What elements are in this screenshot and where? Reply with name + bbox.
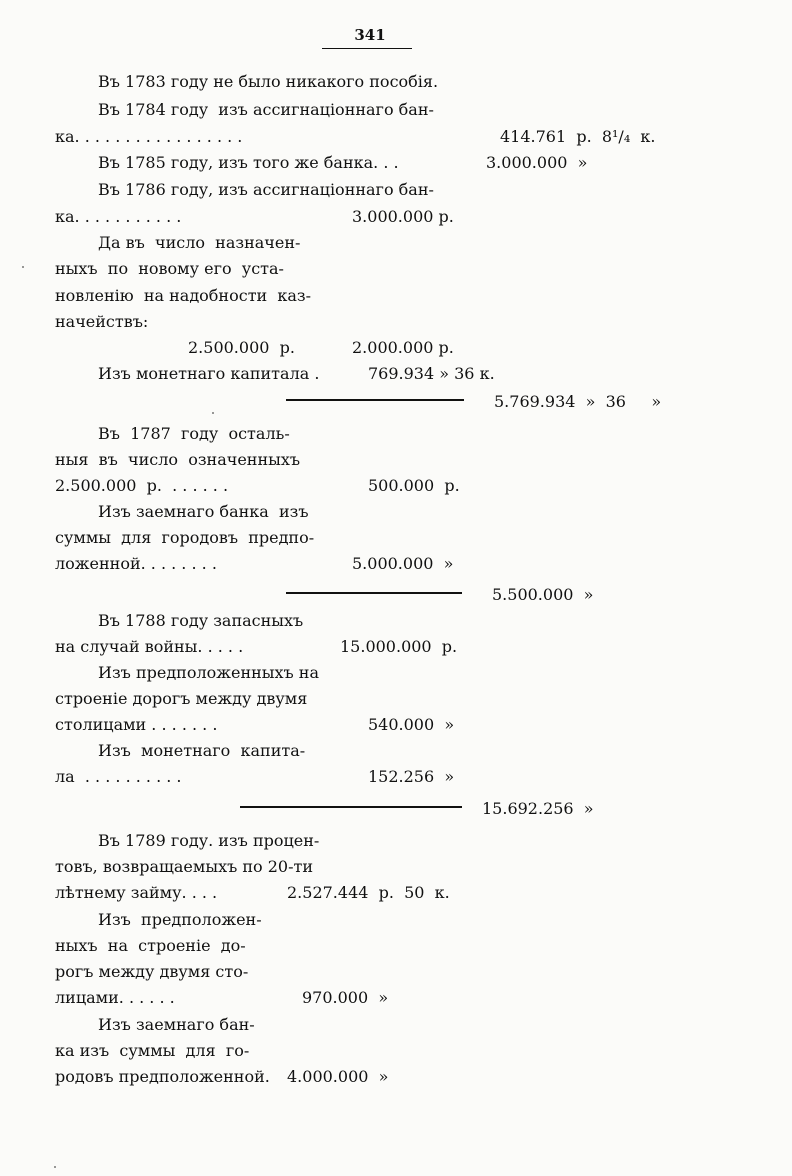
text-line: Въ 1788 году запасныхъ — [98, 611, 304, 630]
text-line: Въ 1787 году осталь- — [98, 424, 290, 443]
amount: 2.000.000 р. — [352, 338, 454, 357]
total-amount: 5.500.000 » — [492, 585, 594, 604]
text-line: Въ 1786 году, изъ ассигнаціоннаго бан- — [98, 180, 434, 199]
text-line: лѣтнему займу. . . . — [55, 883, 218, 902]
text-line: ла . . . . . . . . . . — [55, 767, 182, 786]
amount: 769.934 » 36 к. — [368, 364, 495, 383]
text-line: Да въ число назначен- — [98, 233, 301, 252]
text-line: ныя въ число означенныхъ — [55, 450, 301, 469]
text-line: рогъ между двумя сто- — [55, 962, 249, 981]
text-line: ложенной. . . . . . . . — [55, 554, 217, 573]
text-line: строеніе дорогъ между двумя — [55, 689, 308, 708]
amount: 3.000.000 р. — [352, 207, 454, 226]
amount: 4.000.000 » — [287, 1067, 389, 1086]
text-line: Изъ заемнаго бан- — [98, 1015, 255, 1034]
text-line: на случай войны. . . . . — [55, 637, 244, 656]
text-line: ныхъ по новому его уста- — [55, 259, 284, 278]
text-line: родовъ предположенной. — [55, 1067, 270, 1086]
text-line: Въ 1783 году не было никакого пособія. — [98, 72, 439, 91]
header-rule — [322, 48, 412, 49]
text-line: Въ 1789 году. изъ процен- — [98, 831, 320, 850]
text-line: Изъ предположенныхъ на — [98, 663, 320, 682]
text-line: ныхъ на строеніе до- — [55, 936, 246, 955]
text-line: столицами . . . . . . . — [55, 715, 218, 734]
text-line: 2.500.000 р. . . . . . . — [55, 476, 229, 495]
sum-rule — [240, 806, 462, 808]
sum-rule — [286, 399, 464, 401]
total-amount: 15.692.256 » — [482, 799, 594, 818]
text-line: Въ 1784 году изъ ассигнаціоннаго бан- — [98, 100, 434, 119]
text-line: ка. . . . . . . . . . . — [55, 207, 182, 226]
sum-rule — [286, 592, 462, 594]
amount: 970.000 » — [302, 988, 389, 1007]
text-line: Изъ заемнаго банка изъ — [98, 502, 309, 521]
amount: 5.000.000 » — [352, 554, 454, 573]
print-speck — [54, 1166, 56, 1168]
total-amount: 5.769.934 » 36 » — [494, 392, 662, 411]
text-line: Изъ монетнаго капита- — [98, 741, 306, 760]
text-line: Изъ предположен- — [98, 910, 262, 929]
amount: 500.000 р. — [368, 476, 460, 495]
text-line: ка. . . . . . . . . . . . . . . . . — [55, 127, 243, 146]
text-line: ка изъ суммы для го- — [55, 1041, 250, 1060]
amount: 15.000.000 р. — [340, 637, 458, 656]
amount: 2.500.000 р. — [188, 338, 295, 357]
text-line: Изъ монетнаго капитала . — [98, 364, 320, 383]
amount: 2.527.444 р. 50 к. — [287, 883, 450, 902]
text-line: Въ 1785 году, изъ того же банка. . . — [98, 153, 399, 172]
text-line: начействъ: — [55, 312, 149, 331]
print-speck — [22, 266, 24, 268]
amount: 414.761 р. 8¹/₄ к. — [500, 127, 656, 146]
text-line: суммы для городовъ предпо- — [55, 528, 315, 547]
amount: 152.256 » — [368, 767, 455, 786]
amount: 3.000.000 » — [486, 153, 588, 172]
print-speck — [212, 412, 214, 414]
page-number: 341 — [354, 26, 386, 44]
text-line: новленію на надобности каз- — [55, 286, 312, 305]
text-line: лицами. . . . . . — [55, 988, 175, 1007]
text-line: товъ, возвращаемыхъ по 20-ти — [55, 857, 314, 876]
amount: 540.000 » — [368, 715, 455, 734]
